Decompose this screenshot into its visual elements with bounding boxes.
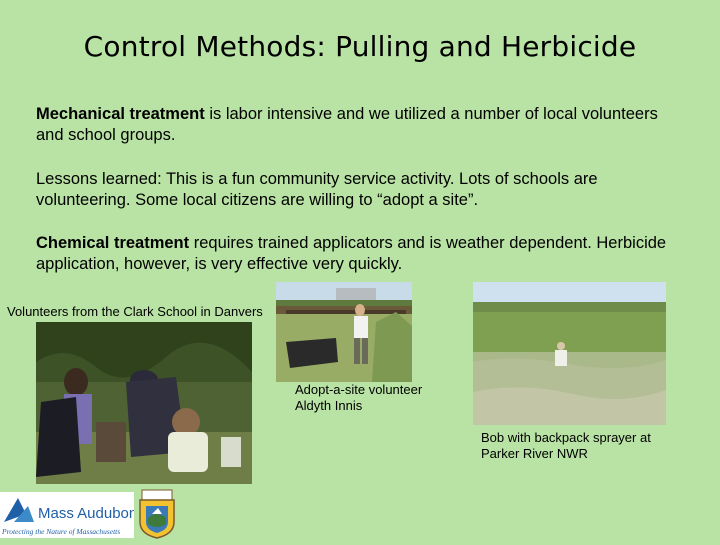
adopt-a-site-caption — [295, 382, 445, 414]
mechanical-treatment-paragraph — [36, 104, 676, 146]
chemical-treatment-text: requires trained applicators and is weather dependent. Herbicide application, however, is very effective very quickly. — [36, 234, 667, 273]
backpack-sprayer-photo — [473, 282, 666, 425]
clark-school-caption: Volunteers from the Clark School in Danvers — [7, 304, 263, 319]
lessons-learned-paragraph: Lessons learned: This is a fun community service activity. Lots of schools are volunteering. Some local citizens are willing to “adopt a site”. — [36, 170, 598, 209]
adopt-a-site-volunteer-photo — [276, 282, 412, 382]
clark-school-volunteers-photo — [36, 322, 252, 484]
backpack-sprayer-caption-line1: Bob with backpack sprayer at — [481, 430, 651, 445]
backpack-sprayer-caption — [481, 430, 681, 462]
usfws-logo — [136, 488, 178, 540]
adopt-a-site-caption-line1: Adopt-a-site volunteer — [295, 382, 423, 397]
svg-text:Protecting the Nature of Massa: Protecting the Nature of Massachusetts — [2, 527, 121, 536]
chemical-treatment-paragraph — [36, 233, 676, 275]
adopt-a-site-caption-line2: Aldyth Innis — [295, 398, 363, 413]
svg-text:Mass Audubon: Mass Audubon — [38, 505, 134, 522]
chemical-treatment-label: Chemical treatment — [36, 234, 190, 252]
mass-audubon-logo — [0, 492, 134, 538]
mechanical-treatment-text: is labor intensive and we utilized a number of local volunteers and school groups. — [36, 105, 658, 144]
backpack-sprayer-caption-line2: Parker River NWR — [481, 446, 588, 461]
slide-title: Control Methods: Pulling and Herbicide — [83, 30, 637, 63]
mechanical-treatment-label: Mechanical treatment — [36, 105, 205, 123]
